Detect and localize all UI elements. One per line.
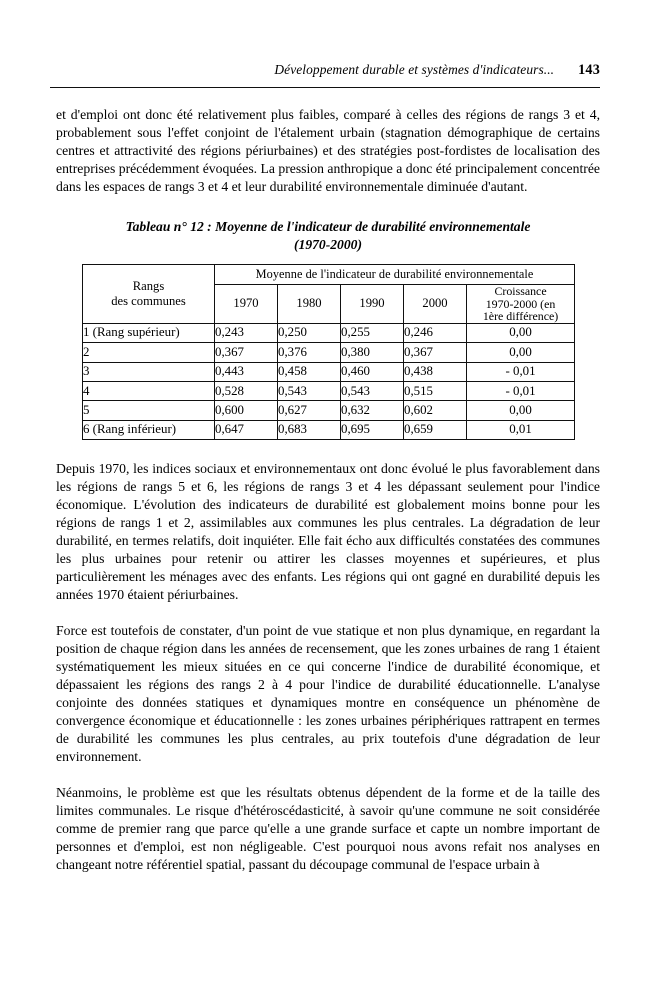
table-caption — [56, 218, 600, 253]
table-row — [83, 343, 575, 362]
spacer — [56, 440, 600, 460]
cell-1980: 0,543 — [278, 381, 341, 400]
cell-growth: 0,01 — [467, 420, 575, 439]
table-caption-line-2: (1970-2000) — [294, 236, 362, 252]
body-paragraph-3: Force est toutefois de constater, d'un point de vue statique et non plus dynamique, en regardant la position de chaque région dans les années de recensement, que les zones urbaines de rang 1 étaient systématiquement les mieux situées en ce qui concerne l'indice de durabilité économique, et dépassaient les régions des rangs 2 à 4 pour l'indice de durabilité éducationnelle. L'analyse conjointe des données statiques et dynamiques montre en conséquence un phénomène de convergence économique et éducationnelle : les zones urbaines périphériques rattrapent en termes de durabilité les communes les plus centrales, au prix toutefois d'une dégradation de leur environnement. — [56, 623, 600, 765]
cell-1990: 0,380 — [341, 343, 404, 362]
cell-1980: 0,683 — [278, 420, 341, 439]
header-year-1990: 1990 — [341, 285, 404, 324]
cell-2000: 0,659 — [404, 420, 467, 439]
body-paragraph-4: Néanmoins, le problème est que les résultats obtenus dépendent de la forme et de la taille des limites communales. Le risque d'hétéroscédasticité, à savoir qu'une commune ne soit considérée comme de premier rang que parce qu'elle a une grande surface et capte un nombre important de personnes et d'emploi, est non négligeable. C'est pourquoi nous avons refait nos analyses en changeant notre référentiel spatial, passant du découpage communal de l'espace urbain à — [56, 785, 600, 873]
cell-2000: 0,367 — [404, 343, 467, 362]
cell-1970: 0,528 — [215, 381, 278, 400]
header-growth-line-3: 1ère différence) — [482, 309, 559, 324]
spacer — [56, 196, 600, 218]
page-number: 143 — [578, 62, 600, 78]
cell-2000: 0,602 — [404, 401, 467, 420]
spacer — [56, 253, 600, 264]
cell-1970: 0,647 — [215, 420, 278, 439]
table-row — [83, 401, 575, 420]
table-caption-line-1: Tableau n° 12 : Moyenne de l'indicateur de durabilité environnementale — [125, 219, 531, 234]
cell-1980: 0,250 — [278, 323, 341, 342]
header-growth-line-2: 1970-2000 (en — [485, 296, 556, 311]
cell-growth: 0,00 — [467, 343, 575, 362]
running-head — [50, 62, 600, 88]
header-year-1970: 1970 — [215, 285, 278, 324]
header-growth-cell — [467, 285, 575, 324]
spacer — [56, 604, 600, 622]
cell-1980: 0,458 — [278, 362, 341, 381]
table-body — [83, 323, 575, 439]
cell-growth: - 0,01 — [467, 362, 575, 381]
cell-1990: 0,460 — [341, 362, 404, 381]
cell-rank: 2 — [83, 343, 215, 362]
table-head — [83, 265, 575, 324]
header-growth-line-1: Croissance — [494, 284, 547, 298]
cell-growth: 0,00 — [467, 323, 575, 342]
spacer — [56, 766, 600, 784]
table-row — [83, 323, 575, 342]
table-header-row-span — [83, 265, 575, 285]
cell-1990: 0,695 — [341, 420, 404, 439]
cell-rank: 3 — [83, 362, 215, 381]
cell-rank: 6 (Rang inférieur) — [83, 420, 215, 439]
header-rank-line-2: des communes — [111, 293, 186, 308]
cell-1970: 0,243 — [215, 323, 278, 342]
body-paragraph-2: Depuis 1970, les indices sociaux et environnementaux ont donc évolué le plus favorablement dans les régions de rangs 5 et 6, les régions de rangs 3 et 4 les dépassant seulement pour l'indice économique. L'évolution des indicateurs de durabilité est globalement moins bonne pour les régions de rangs 1 et 2, assimilables aux communes les plus centrales. La dégradation de leur durabilité, en termes relatifs, doit inquiéter. Elle fait écho aux difficultés constatées des communes les plus urbaines pour retenir ou attirer les classes moyennes et supérieures, et plus particulièrement les ménages avec des enfants. Les régions qui ont gagné en durabilité depuis les années 1970 étaient périurbaines. — [56, 461, 600, 603]
running-head-title: Développement durable et systèmes d'indicateurs... — [274, 62, 555, 77]
cell-1980: 0,627 — [278, 401, 341, 420]
header-span-label: Moyenne de l'indicateur de durabilité environnementale — [215, 265, 575, 285]
table-row — [83, 381, 575, 400]
header-year-1980: 1980 — [278, 285, 341, 324]
cell-2000: 0,246 — [404, 323, 467, 342]
table-row — [83, 362, 575, 381]
cell-2000: 0,438 — [404, 362, 467, 381]
cell-growth: - 0,01 — [467, 381, 575, 400]
header-year-2000: 2000 — [404, 285, 467, 324]
cell-growth: 0,00 — [467, 401, 575, 420]
cell-1990: 0,255 — [341, 323, 404, 342]
cell-1970: 0,600 — [215, 401, 278, 420]
cell-2000: 0,515 — [404, 381, 467, 400]
table-container — [82, 264, 574, 440]
cell-1980: 0,376 — [278, 343, 341, 362]
header-rank-line-1: Rangs — [132, 278, 165, 293]
cell-rank: 4 — [83, 381, 215, 400]
table-row — [83, 420, 575, 439]
cell-rank: 1 (Rang supérieur) — [83, 323, 215, 342]
page-content — [56, 106, 600, 874]
header-rank-cell — [83, 265, 215, 324]
cell-1990: 0,543 — [341, 381, 404, 400]
body-paragraph-1: et d'emploi ont donc été relativement plus faibles, comparé à celles des régions de rangs 3 et 4, probablement sous l'effet conjoint de l'étalement urbain (stagnation démographique de certains centres et attractivité des régions périurbaines) et des stratégies post-fordistes de localisation des entreprises précédemment évoquées. La pression anthropique a donc été principalement concentrée dans les espaces de rangs 3 et 4 et leur durabilité environnementale diminuée d'autant. — [56, 107, 600, 194]
cell-1970: 0,443 — [215, 362, 278, 381]
cell-rank: 5 — [83, 401, 215, 420]
cell-1990: 0,632 — [341, 401, 404, 420]
environmental-sustainability-table — [82, 264, 575, 440]
cell-1970: 0,367 — [215, 343, 278, 362]
